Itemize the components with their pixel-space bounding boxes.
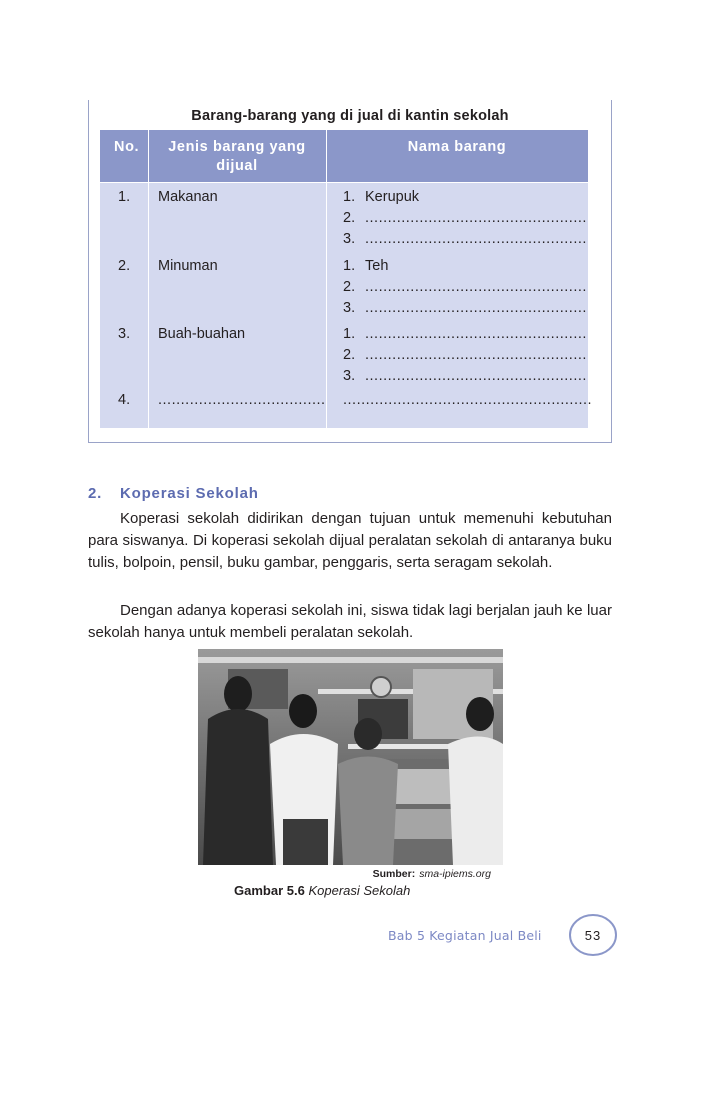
page-number: 53 xyxy=(584,928,602,943)
item-text: ................................................. xyxy=(365,210,587,226)
list-item xyxy=(343,258,388,274)
item-number: 1. xyxy=(343,326,356,342)
list-item xyxy=(343,392,592,408)
row-number: 1. xyxy=(118,189,131,205)
row-number: 3. xyxy=(118,326,131,342)
paragraph xyxy=(88,508,612,574)
row-category: ..................................... xyxy=(158,392,326,408)
section-number: 2. xyxy=(88,485,103,502)
item-number: 2. xyxy=(343,347,356,363)
source-label: Sumber: xyxy=(372,868,416,880)
photo-source xyxy=(198,868,491,880)
item-text: Kerupuk xyxy=(365,189,420,205)
caption-title: Koperasi Sekolah xyxy=(308,883,411,898)
items-table xyxy=(100,130,593,428)
list-item xyxy=(343,347,587,363)
paragraph xyxy=(88,600,612,644)
row-category: Buah-buahan xyxy=(158,326,246,342)
item-text: ....................................................... xyxy=(343,392,593,408)
list-item xyxy=(343,189,419,205)
item-text: ................................................. xyxy=(365,368,587,384)
header-divider xyxy=(100,182,588,183)
table-caption: Barang-barang yang di jual di kantin sekolah xyxy=(191,108,509,124)
caption-label: Gambar 5.6 xyxy=(234,883,305,898)
row-category: Minuman xyxy=(158,258,218,274)
item-number: 2. xyxy=(343,279,356,295)
header-no: No. xyxy=(114,139,140,155)
section-heading xyxy=(88,485,259,502)
photo-koperasi xyxy=(198,649,503,865)
row-number: 2. xyxy=(118,258,131,274)
header-jenis: Jenis barang yang dijual xyxy=(168,139,306,174)
list-item xyxy=(343,326,587,342)
paragraph-text: Dengan adanya koperasi sekolah ini, siswa tidak lagi berjalan jauh ke luar sekolah hanya untuk membeli peralatan sekolah. xyxy=(88,602,612,641)
row-number: 4. xyxy=(118,392,131,408)
list-item xyxy=(343,231,587,247)
paragraph-text: Koperasi sekolah didirikan dengan tujuan untuk memenuhi kebutuhan para siswanya. Di koperasi sekolah dijual peralatan sekolah di antaranya buku tulis, bolpoin, pensil, buku gambar, penggaris, serta seragam sekolah. xyxy=(88,510,612,571)
item-number: 3. xyxy=(343,231,356,247)
item-number: 1. xyxy=(343,189,356,205)
item-number: 3. xyxy=(343,300,356,316)
list-item xyxy=(343,210,587,226)
source-value: sma-ipiems.org xyxy=(419,868,491,880)
item-number: 2. xyxy=(343,210,356,226)
row-category: Makanan xyxy=(158,189,218,205)
list-item xyxy=(343,368,587,384)
list-item xyxy=(343,279,587,295)
list-item xyxy=(343,300,587,316)
column-divider xyxy=(326,130,327,428)
header-nama: Nama barang xyxy=(407,139,507,155)
photo-illustration xyxy=(198,649,503,865)
item-text: ................................................. xyxy=(365,300,587,316)
chapter-footer: Bab 5 Kegiatan Jual Beli xyxy=(388,928,542,943)
item-text: ................................................. xyxy=(365,231,587,247)
figure-caption xyxy=(234,883,410,898)
item-number: 3. xyxy=(343,368,356,384)
item-text: ................................................. xyxy=(365,347,587,363)
item-text: ................................................. xyxy=(365,326,587,342)
item-text: ................................................. xyxy=(365,279,587,295)
item-text: Teh xyxy=(365,258,389,274)
section-title: Koperasi Sekolah xyxy=(120,485,259,502)
item-number: 1. xyxy=(343,258,356,274)
